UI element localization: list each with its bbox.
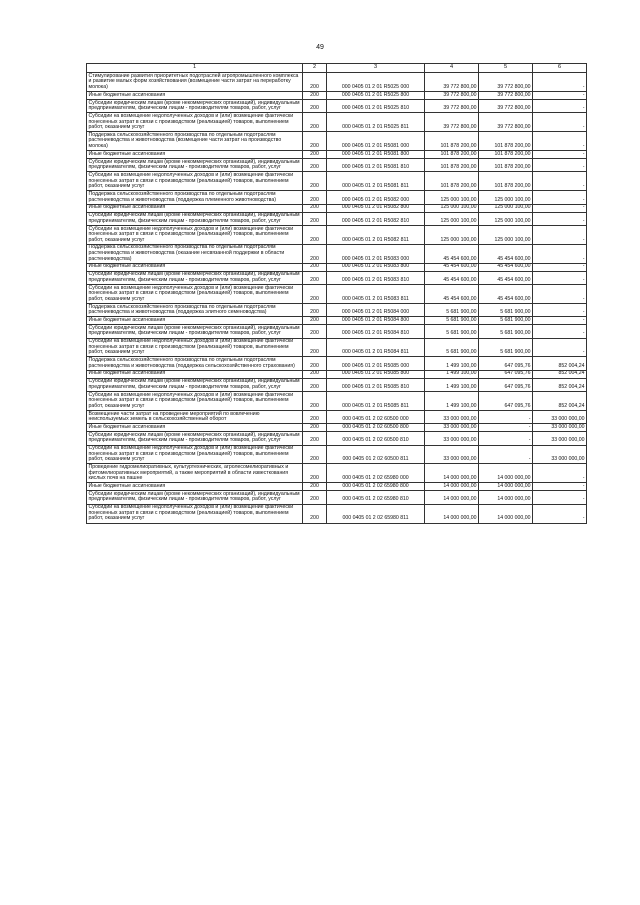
row-name-cell: Иные бюджетные ассигнования: [87, 263, 303, 271]
admin-code-cell: 200: [303, 370, 327, 378]
executed-amount-cell: 5 681 900,00: [479, 303, 533, 316]
approved-amount-cell: 45 454 600,00: [425, 285, 479, 304]
approved-amount-cell: 33 000 000,00: [425, 432, 479, 445]
executed-amount-cell: 647 095,76: [479, 392, 533, 411]
classification-code-cell: 000 0405 01 2 01 R5082 000: [327, 191, 425, 204]
approved-amount-cell: 14 000 000,00: [425, 504, 479, 523]
table-row: [87, 483, 587, 491]
classification-code-cell: 000 0405 01 2 01 R5085 800: [327, 370, 425, 378]
row-name-cell: Стимулирование развития приоритетных подотраслей агропромышленного комплекса и развитие малых форм хозяйствования (возмещение части затрат на переработку молока): [87, 73, 303, 92]
unexecuted-amount-cell: 852 004,24: [533, 378, 587, 391]
admin-code-cell: 200: [303, 378, 327, 391]
approved-amount-cell: 45 454 600,00: [425, 263, 479, 271]
classification-code-cell: 000 0405 01 2 02 60500 810: [327, 432, 425, 445]
admin-code-cell: 200: [303, 285, 327, 304]
table-row: [87, 378, 587, 391]
executed-amount-cell: 101 878 200,00: [479, 172, 533, 191]
row-name-cell: Иные бюджетные ассигнования: [87, 370, 303, 378]
row-name-cell: Субсидии на возмещение недополученных доходов и (или) возмещение фактически понесенных затрат в связи с производством (реализацией) товаров, выполнением работ, оказанием услуг: [87, 338, 303, 357]
executed-amount-cell: 647 095,76: [479, 370, 533, 378]
row-name-cell: Субсидии юридическим лицам (кроме некоммерческих организаций), индивидуальным предпринимателям, физическим лицам - производителям товаров, работ, услуг: [87, 432, 303, 445]
classification-code-cell: 000 0405 01 2 01 R5083 800: [327, 263, 425, 271]
admin-code-cell: 200: [303, 212, 327, 225]
column-header: 4: [425, 64, 479, 73]
unexecuted-amount-cell: -: [533, 263, 587, 271]
table-row: [87, 212, 587, 225]
row-name-cell: Субсидии юридическим лицам (кроме некоммерческих организаций), индивидуальным предпринимателям, физическим лицам - производителям товаров, работ, услуг: [87, 271, 303, 284]
admin-code-cell: 200: [303, 73, 327, 92]
admin-code-cell: 200: [303, 424, 327, 432]
unexecuted-amount-cell: -: [533, 271, 587, 284]
executed-amount-cell: 39 772 800,00: [479, 99, 533, 112]
unexecuted-amount-cell: -: [533, 204, 587, 212]
table-row: [87, 244, 587, 263]
approved-amount-cell: 125 000 100,00: [425, 212, 479, 225]
executed-amount-cell: 14 000 000,00: [479, 504, 533, 523]
executed-amount-cell: 14 000 000,00: [479, 483, 533, 491]
admin-code-cell: 200: [303, 92, 327, 100]
executed-amount-cell: 125 000 100,00: [479, 225, 533, 244]
executed-amount-cell: 45 454 600,00: [479, 285, 533, 304]
table-row: [87, 303, 587, 316]
admin-code-cell: 200: [303, 113, 327, 132]
column-header: 2: [303, 64, 327, 73]
approved-amount-cell: 5 681 900,00: [425, 317, 479, 325]
unexecuted-amount-cell: -: [533, 191, 587, 204]
executed-amount-cell: 14 000 000,00: [479, 491, 533, 504]
admin-code-cell: 200: [303, 317, 327, 325]
table-row: [87, 73, 587, 92]
table-body: [87, 73, 587, 523]
budget-table: [86, 63, 587, 524]
executed-amount-cell: 45 454 600,00: [479, 271, 533, 284]
table-row: [87, 92, 587, 100]
column-header: 5: [479, 64, 533, 73]
admin-code-cell: 200: [303, 357, 327, 370]
admin-code-cell: 200: [303, 191, 327, 204]
unexecuted-amount-cell: -: [533, 172, 587, 191]
admin-code-cell: 200: [303, 263, 327, 271]
approved-amount-cell: 14 000 000,00: [425, 491, 479, 504]
approved-amount-cell: 1 499 100,00: [425, 370, 479, 378]
classification-code-cell: 000 0405 01 2 02 60500 811: [327, 445, 425, 464]
executed-amount-cell: 5 681 900,00: [479, 317, 533, 325]
approved-amount-cell: 14 000 000,00: [425, 483, 479, 491]
classification-code-cell: 000 0405 01 2 01 R5083 811: [327, 285, 425, 304]
executed-amount-cell: -: [479, 410, 533, 423]
table-row: [87, 285, 587, 304]
table-row: [87, 392, 587, 411]
row-name-cell: Субсидии на возмещение недополученных доходов и (или) возмещение фактически понесенных затрат в связи с производством (реализацией) товаров, выполнением работ, оказанием услуг: [87, 445, 303, 464]
admin-code-cell: 200: [303, 432, 327, 445]
admin-code-cell: 200: [303, 172, 327, 191]
executed-amount-cell: 5 681 900,00: [479, 338, 533, 357]
unexecuted-amount-cell: -: [533, 132, 587, 151]
table-row: [87, 271, 587, 284]
classification-code-cell: 000 0405 01 2 01 R5083 000: [327, 244, 425, 263]
approved-amount-cell: 101 878 200,00: [425, 151, 479, 159]
admin-code-cell: 200: [303, 303, 327, 316]
classification-code-cell: 000 0405 01 2 01 R5085 810: [327, 378, 425, 391]
unexecuted-amount-cell: -: [533, 212, 587, 225]
classification-code-cell: 000 0405 01 2 01 R5083 810: [327, 271, 425, 284]
row-name-cell: Возмещение части затрат на проведение мероприятий по вовлечению неиспользуемых земель в сельскохозяйственный оборот: [87, 410, 303, 423]
unexecuted-amount-cell: 33 000 000,00: [533, 445, 587, 464]
approved-amount-cell: 101 878 200,00: [425, 172, 479, 191]
table-row: [87, 172, 587, 191]
approved-amount-cell: 101 878 200,00: [425, 159, 479, 172]
executed-amount-cell: 647 095,76: [479, 378, 533, 391]
approved-amount-cell: 5 681 900,00: [425, 303, 479, 316]
classification-code-cell: 000 0405 01 2 02 60500 000: [327, 410, 425, 423]
row-name-cell: Субсидии на возмещение недополученных доходов и (или) возмещение фактически понесенных затрат в связи с производством (реализацией) товаров, выполнением работ, оказанием услуг: [87, 285, 303, 304]
approved-amount-cell: 45 454 600,00: [425, 271, 479, 284]
classification-code-cell: 000 0405 01 2 01 R5084 800: [327, 317, 425, 325]
admin-code-cell: 200: [303, 99, 327, 112]
column-header: 3: [327, 64, 425, 73]
row-name-cell: Поддержка сельскохозяйственного производства по отдельным подотраслям растениеводства и животноводства (возмещение части затрат на производство молока): [87, 132, 303, 151]
row-name-cell: Иные бюджетные ассигнования: [87, 204, 303, 212]
table-row: [87, 491, 587, 504]
table-row: [87, 432, 587, 445]
classification-code-cell: 000 0405 01 2 01 R5081 800: [327, 151, 425, 159]
classification-code-cell: 000 0405 01 2 01 R5081 810: [327, 159, 425, 172]
classification-code-cell: 000 0405 01 2 01 R5082 811: [327, 225, 425, 244]
header-row: [87, 64, 587, 73]
unexecuted-amount-cell: -: [533, 92, 587, 100]
classification-code-cell: 000 0405 01 2 02 65980 800: [327, 483, 425, 491]
unexecuted-amount-cell: -: [533, 285, 587, 304]
unexecuted-amount-cell: -: [533, 325, 587, 338]
approved-amount-cell: 125 000 100,00: [425, 225, 479, 244]
classification-code-cell: 000 0405 01 2 01 R5025 811: [327, 113, 425, 132]
row-name-cell: Субсидии юридическим лицам (кроме некоммерческих организаций), индивидуальным предпринимателям, физическим лицам - производителям товаров, работ, услуг: [87, 378, 303, 391]
classification-code-cell: 000 0405 01 2 01 R5082 800: [327, 204, 425, 212]
classification-code-cell: 000 0405 01 2 02 65980 000: [327, 464, 425, 483]
table-row: [87, 338, 587, 357]
unexecuted-amount-cell: -: [533, 151, 587, 159]
executed-amount-cell: -: [479, 432, 533, 445]
admin-code-cell: 200: [303, 491, 327, 504]
unexecuted-amount-cell: -: [533, 491, 587, 504]
approved-amount-cell: 1 499 100,00: [425, 378, 479, 391]
classification-code-cell: 000 0405 01 2 02 65980 811: [327, 504, 425, 523]
executed-amount-cell: 647 095,76: [479, 357, 533, 370]
approved-amount-cell: 125 000 100,00: [425, 204, 479, 212]
unexecuted-amount-cell: -: [533, 244, 587, 263]
admin-code-cell: 200: [303, 225, 327, 244]
classification-code-cell: 000 0405 01 2 01 R5081 811: [327, 172, 425, 191]
table-row: [87, 325, 587, 338]
table-row: [87, 317, 587, 325]
row-name-cell: Субсидии юридическим лицам (кроме некоммерческих организаций), индивидуальным предпринимателям, физическим лицам - производителям товаров, работ, услуг: [87, 159, 303, 172]
approved-amount-cell: 39 772 800,00: [425, 113, 479, 132]
approved-amount-cell: 33 000 000,00: [425, 445, 479, 464]
table-row: [87, 204, 587, 212]
row-name-cell: Субсидии юридическим лицам (кроме некоммерческих организаций), индивидуальным предпринимателям, физическим лицам - производителям товаров, работ, услуг: [87, 491, 303, 504]
approved-amount-cell: 39 772 800,00: [425, 73, 479, 92]
unexecuted-amount-cell: -: [533, 303, 587, 316]
approved-amount-cell: 39 772 800,00: [425, 99, 479, 112]
unexecuted-amount-cell: 852 004,24: [533, 392, 587, 411]
row-name-cell: Иные бюджетные ассигнования: [87, 92, 303, 100]
unexecuted-amount-cell: -: [533, 99, 587, 112]
row-name-cell: Субсидии юридическим лицам (кроме некоммерческих организаций), индивидуальным предпринимателям, физическим лицам - производителям товаров, работ, услуг: [87, 325, 303, 338]
table-row: [87, 113, 587, 132]
table-row: [87, 263, 587, 271]
executed-amount-cell: 101 878 200,00: [479, 159, 533, 172]
admin-code-cell: 200: [303, 504, 327, 523]
classification-code-cell: 000 0405 01 2 01 R5025 810: [327, 99, 425, 112]
classification-code-cell: 000 0405 01 2 01 R5081 000: [327, 132, 425, 151]
admin-code-cell: 200: [303, 151, 327, 159]
classification-code-cell: 000 0405 01 2 01 R5025 000: [327, 73, 425, 92]
admin-code-cell: 200: [303, 159, 327, 172]
row-name-cell: Субсидии на возмещение недополученных доходов и (или) возмещение фактически понесенных затрат в связи с производством (реализацией) товаров, выполнением работ, оказанием услуг: [87, 172, 303, 191]
unexecuted-amount-cell: -: [533, 159, 587, 172]
row-name-cell: Субсидии на возмещение недополученных доходов и (или) возмещение фактически понесенных затрат в связи с производством (реализацией) товаров, выполнением работ, оказанием услуг: [87, 225, 303, 244]
admin-code-cell: 200: [303, 132, 327, 151]
executed-amount-cell: 101 878 200,00: [479, 151, 533, 159]
executed-amount-cell: 125 000 100,00: [479, 212, 533, 225]
approved-amount-cell: 5 681 900,00: [425, 325, 479, 338]
classification-code-cell: 000 0405 01 2 01 R5084 811: [327, 338, 425, 357]
approved-amount-cell: 33 000 000,00: [425, 410, 479, 423]
table-row: [87, 424, 587, 432]
approved-amount-cell: 125 000 100,00: [425, 191, 479, 204]
admin-code-cell: 200: [303, 325, 327, 338]
executed-amount-cell: 5 681 900,00: [479, 325, 533, 338]
executed-amount-cell: 39 772 800,00: [479, 73, 533, 92]
executed-amount-cell: -: [479, 445, 533, 464]
row-name-cell: Поддержка сельскохозяйственного производства по отдельным подотраслям растениеводства и животноводства (поддержка сельскохозяйственного страхования): [87, 357, 303, 370]
executed-amount-cell: 39 772 800,00: [479, 113, 533, 132]
table-row: [87, 357, 587, 370]
table-row: [87, 151, 587, 159]
row-name-cell: Иные бюджетные ассигнования: [87, 483, 303, 491]
approved-amount-cell: 33 000 000,00: [425, 424, 479, 432]
unexecuted-amount-cell: -: [533, 504, 587, 523]
classification-code-cell: 000 0405 01 2 01 R5025 800: [327, 92, 425, 100]
classification-code-cell: 000 0405 01 2 01 R5082 810: [327, 212, 425, 225]
executed-amount-cell: 101 878 200,00: [479, 132, 533, 151]
table-row: [87, 445, 587, 464]
executed-amount-cell: 125 000 100,00: [479, 191, 533, 204]
admin-code-cell: 200: [303, 271, 327, 284]
table-row: [87, 159, 587, 172]
classification-code-cell: 000 0405 01 2 01 R5085 000: [327, 357, 425, 370]
table-row: [87, 410, 587, 423]
row-name-cell: Иные бюджетные ассигнования: [87, 151, 303, 159]
classification-code-cell: 000 0405 01 2 01 R5084 000: [327, 303, 425, 316]
approved-amount-cell: 45 454 600,00: [425, 244, 479, 263]
table-row: [87, 225, 587, 244]
unexecuted-amount-cell: -: [533, 225, 587, 244]
classification-code-cell: 000 0405 01 2 01 R5085 811: [327, 392, 425, 411]
row-name-cell: Поддержка сельскохозяйственного производства по отдельным подотраслям растениеводства и животноводства (оказание несвязанной поддержки в области растениеводства): [87, 244, 303, 263]
column-header: 1: [87, 64, 303, 73]
executed-amount-cell: 14 000 000,00: [479, 464, 533, 483]
executed-amount-cell: -: [479, 424, 533, 432]
unexecuted-amount-cell: -: [533, 338, 587, 357]
executed-amount-cell: 125 000 100,00: [479, 204, 533, 212]
row-name-cell: Иные бюджетные ассигнования: [87, 317, 303, 325]
admin-code-cell: 200: [303, 392, 327, 411]
admin-code-cell: 200: [303, 445, 327, 464]
approved-amount-cell: 14 000 000,00: [425, 464, 479, 483]
classification-code-cell: 000 0405 01 2 01 R5084 810: [327, 325, 425, 338]
approved-amount-cell: 101 878 200,00: [425, 132, 479, 151]
unexecuted-amount-cell: -: [533, 464, 587, 483]
approved-amount-cell: 1 499 100,00: [425, 392, 479, 411]
row-name-cell: Субсидии на возмещение недополученных доходов и (или) возмещение фактически понесенных затрат в связи с производством (реализацией) товаров, выполнением работ, оказанием услуг: [87, 504, 303, 523]
row-name-cell: Субсидии на возмещение недополученных доходов и (или) возмещение фактически понесенных затрат в связи с производством (реализацией) товаров, выполнением работ, оказанием услуг: [87, 113, 303, 132]
page-number: 49: [316, 44, 324, 51]
unexecuted-amount-cell: -: [533, 113, 587, 132]
executed-amount-cell: 45 454 600,00: [479, 263, 533, 271]
executed-amount-cell: 39 772 800,00: [479, 92, 533, 100]
approved-amount-cell: 5 681 900,00: [425, 338, 479, 357]
row-name-cell: Субсидии на возмещение недополученных доходов и (или) возмещение фактически понесенных затрат в связи с производством (реализацией) товаров, выполнением работ, оказанием услуг: [87, 392, 303, 411]
classification-code-cell: 000 0405 01 2 02 60500 800: [327, 424, 425, 432]
row-name-cell: Субсидии юридическим лицам (кроме некоммерческих организаций), индивидуальным предпринимателям, физическим лицам - производителям товаров, работ, услуг: [87, 99, 303, 112]
admin-code-cell: 200: [303, 483, 327, 491]
row-name-cell: Иные бюджетные ассигнования: [87, 424, 303, 432]
table-row: [87, 132, 587, 151]
approved-amount-cell: 39 772 800,00: [425, 92, 479, 100]
row-name-cell: Проведение гидромелиоративных, культуртехнических, агролесомелиоративных и фитомелиоративных мероприятий, а также мероприятий в области известкования кислых почв на пашне: [87, 464, 303, 483]
approved-amount-cell: 1 499 100,00: [425, 357, 479, 370]
column-header: 6: [533, 64, 587, 73]
row-name-cell: Поддержка сельскохозяйственного производства по отдельным подотраслям растениеводства и животноводства (поддержка племенного животноводства): [87, 191, 303, 204]
executed-amount-cell: 45 454 600,00: [479, 244, 533, 263]
unexecuted-amount-cell: -: [533, 483, 587, 491]
admin-code-cell: 200: [303, 204, 327, 212]
table-row: [87, 464, 587, 483]
row-name-cell: Поддержка сельскохозяйственного производства по отдельным подотраслям растениеводства и животноводства (поддержка элитного семеноводства): [87, 303, 303, 316]
unexecuted-amount-cell: -: [533, 317, 587, 325]
unexecuted-amount-cell: 33 000 000,00: [533, 424, 587, 432]
table-row: [87, 370, 587, 378]
row-name-cell: Субсидии юридическим лицам (кроме некоммерческих организаций), индивидуальным предпринимателям, физическим лицам - производителям товаров, работ, услуг: [87, 212, 303, 225]
table-row: [87, 99, 587, 112]
unexecuted-amount-cell: 852 004,24: [533, 357, 587, 370]
table-row: [87, 191, 587, 204]
classification-code-cell: 000 0405 01 2 02 65980 810: [327, 491, 425, 504]
admin-code-cell: 200: [303, 410, 327, 423]
admin-code-cell: 200: [303, 244, 327, 263]
unexecuted-amount-cell: -: [533, 73, 587, 92]
unexecuted-amount-cell: 33 000 000,00: [533, 432, 587, 445]
table-row: [87, 504, 587, 523]
unexecuted-amount-cell: 852 004,24: [533, 370, 587, 378]
admin-code-cell: 200: [303, 338, 327, 357]
unexecuted-amount-cell: 33 000 000,00: [533, 410, 587, 423]
admin-code-cell: 200: [303, 464, 327, 483]
